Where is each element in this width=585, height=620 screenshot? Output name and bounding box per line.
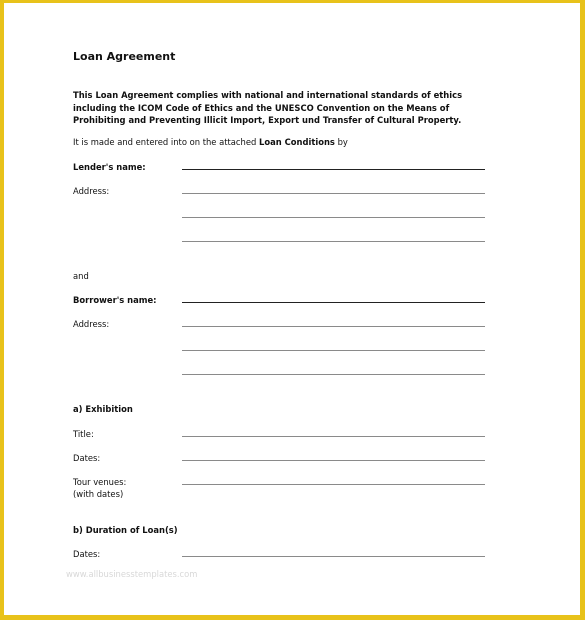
made-line (73, 136, 348, 148)
lender-name-label: Lender's name: (73, 162, 146, 172)
intro-line-2: including the ICOM Code of Ethics and the UNESCO Convention on the Means of (73, 102, 450, 113)
made-line-prefix: It is made and entered into on the attached (73, 137, 259, 147)
borrower-name-field[interactable] (182, 302, 485, 303)
lender-address-field-1[interactable] (182, 193, 485, 194)
tour-venues-label: Tour venues: (73, 477, 127, 487)
borrower-address-label: Address: (73, 319, 110, 329)
tour-venues-field[interactable] (182, 484, 485, 485)
exhibition-heading: a) Exhibition (73, 404, 133, 414)
intro-paragraph (73, 89, 462, 127)
borrower-address-field-1[interactable] (182, 326, 485, 327)
borrower-address-field-2[interactable] (182, 350, 485, 351)
lender-address-field-2[interactable] (182, 217, 485, 218)
document-title: Loan Agreement (73, 50, 176, 63)
and-label: and (73, 271, 89, 281)
watermark: www.allbusinesstemplates.com (66, 569, 198, 579)
exhibition-dates-field[interactable] (182, 460, 485, 461)
document-page (4, 3, 580, 615)
duration-dates-label: Dates: (73, 549, 101, 559)
intro-line-1: This Loan Agreement complies with national and international standards of ethics (73, 90, 463, 100)
tour-venues-sublabel: (with dates) (73, 489, 124, 499)
duration-heading: b) Duration of Loan(s) (73, 525, 178, 535)
lender-name-field[interactable] (182, 169, 485, 170)
exhibition-title-field[interactable] (182, 436, 485, 437)
borrower-address-field-3[interactable] (182, 374, 485, 375)
made-line-suffix: by (334, 137, 348, 147)
duration-dates-field[interactable] (182, 556, 485, 557)
loan-conditions-text: Loan Conditions (258, 137, 335, 147)
exhibition-dates-label: Dates: (73, 453, 101, 463)
borrower-name-label: Borrower's name: (73, 295, 157, 305)
intro-line-3: Prohibiting and Preventing Illicit Import, Export und Transfer of Cultural Property. (73, 115, 462, 125)
exhibition-title-label: Title: (73, 429, 94, 439)
lender-address-label: Address: (73, 186, 110, 196)
lender-address-field-3[interactable] (182, 241, 485, 242)
